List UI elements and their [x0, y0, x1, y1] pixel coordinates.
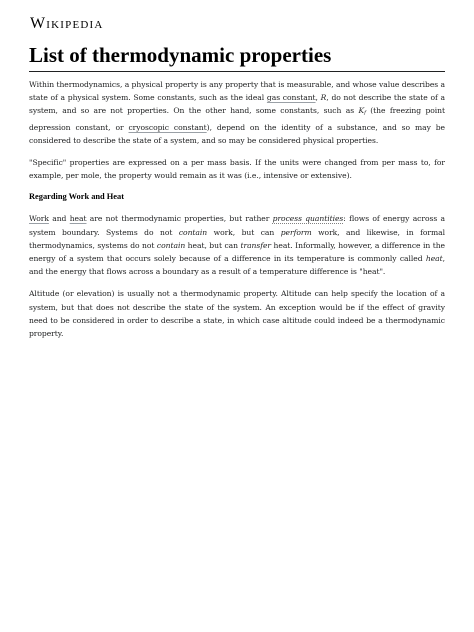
- symbol-k: K: [358, 106, 365, 116]
- cryoscopic-constant-link[interactable]: cryoscopic constant: [128, 122, 207, 132]
- wikipedia-wordmark: Wikipedia: [30, 15, 104, 32]
- emphasis-heat: heat: [425, 254, 443, 264]
- process-quantities-link[interactable]: process quantities: [272, 214, 344, 224]
- heat-link[interactable]: heat: [69, 214, 87, 224]
- title-divider: [29, 71, 445, 72]
- emphasis-perform: perform: [280, 227, 312, 237]
- article-page: [29, 14, 445, 349]
- intro-paragraph-2: "Specific" properties are expressed on a per mass basis. If the units were changed from per mass to, for example, per mole, the property would remain as it was (i.e., intensive or extensive).: [29, 158, 445, 181]
- text-run: work, and likewise, in formal thermodynamics, systems do not: [29, 227, 445, 250]
- text-run: work, but can: [207, 227, 281, 237]
- work-link[interactable]: Work: [29, 214, 49, 224]
- text-run: : flows of energy across a system boundary. Systems do not: [29, 214, 445, 237]
- page-title: List of thermodynamic properties: [29, 43, 332, 67]
- altitude-paragraph: Altitude (or elevation) is usually not a thermodynamic property. Altitude can help specify the location of a system, but that does not describe the state of the system. An exception would be if the effect of gravity need to be considered in order to describe a state, in which case altitude could indeed be a thermodynamic property.: [29, 289, 445, 339]
- work-heat-paragraph: [29, 212, 445, 278]
- text-run: ,: [315, 93, 321, 103]
- text-run: heat, but can: [185, 240, 241, 250]
- text-run: Within thermodynamics, a physical property is any property that is measurable, and whose value describes a state of a physical system. Some constants, such as the ideal: [29, 80, 445, 103]
- section-heading-work-heat: Regarding Work and Heat: [29, 192, 125, 202]
- symbol-r: R: [320, 93, 327, 103]
- symbol-k-subscript: f: [364, 110, 366, 117]
- emphasis-transfer: transfer: [240, 240, 272, 250]
- gas-constant-link[interactable]: gas constant: [266, 93, 316, 103]
- text-run: , and the energy that flows across a boundary as a result of a temperature difference is "heat".: [29, 254, 445, 277]
- intro-paragraph-1: [29, 78, 445, 147]
- emphasis-contain: contain: [178, 227, 208, 237]
- emphasis-contain: contain: [156, 240, 186, 250]
- text-run: ), depend on the identity of a substance, and so may be considered to describe the state of a system, and so may be considered physical properties.: [29, 122, 445, 145]
- text-run: and: [48, 214, 70, 224]
- text-run: heat. Informally, however, a difference in the energy of a system that occurs solely because of a difference in its temperature is commonly called: [29, 240, 445, 264]
- text-run: are not thermodynamic properties, but rather: [86, 214, 273, 224]
- text-run: (the freezing point depression constant, or: [29, 106, 445, 132]
- text-run: , do not describe the state of a system, and so are not properties. On the other hand, some constants, such as: [29, 93, 446, 116]
